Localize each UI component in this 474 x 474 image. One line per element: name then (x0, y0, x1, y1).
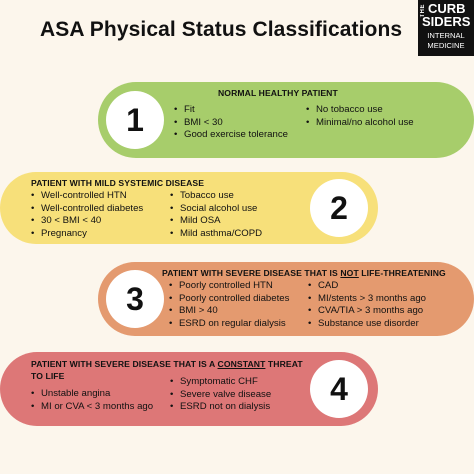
class-1-list-left (174, 104, 288, 142)
list-item: • Well-controlled diabetes (31, 203, 143, 216)
list-item: • Severe valve disease (170, 389, 271, 402)
list-item: • Unstable angina (31, 388, 153, 401)
logo-the: THE (420, 4, 426, 18)
list-item: • 30 < BMI < 40 (31, 215, 143, 228)
list-item: • MI or CVA < 3 months ago (31, 401, 153, 414)
class-3-card (98, 262, 474, 336)
page-title: ASA Physical Status Classifications (40, 18, 403, 41)
class-2-card (0, 172, 378, 244)
list-item: • Minimal/no alcohol use (306, 117, 414, 130)
list-item: • ESRD on regular dialysis (169, 318, 289, 331)
class-4-heading-post: THREAT (265, 359, 303, 369)
list-item: • Pregnancy (31, 228, 143, 241)
logo-siders: SIDERS (422, 14, 471, 29)
list-item: • Substance use disorder (308, 318, 426, 331)
class-1-list-right (306, 104, 414, 129)
class-3-list-left (169, 280, 289, 330)
class-1-number: 1 (106, 91, 164, 149)
class-3-heading (162, 268, 446, 278)
class-1-heading: NORMAL HEALTHY PATIENT (218, 88, 338, 98)
list-item: • Mild OSA (170, 215, 262, 228)
list-item: • Symptomatic CHF (170, 376, 271, 389)
class-4-heading-emphasis: CONSTANT (217, 359, 266, 369)
list-item: • Well-controlled HTN (31, 190, 143, 203)
list-item: • Mild asthma/COPD (170, 228, 262, 241)
class-3-number: 3 (106, 270, 164, 328)
list-item: • BMI > 40 (169, 305, 289, 318)
list-item: • CAD (308, 280, 426, 293)
list-item: • Good exercise tolerance (174, 129, 288, 142)
class-3-list-right (308, 280, 426, 330)
class-1-card (98, 82, 474, 158)
class-4-card (0, 352, 378, 426)
list-item: • CVA/TIA > 3 months ago (308, 305, 426, 318)
class-4-list-right (170, 376, 271, 414)
list-item: • Poorly controlled diabetes (169, 293, 289, 306)
list-item: • BMI < 30 (174, 117, 288, 130)
list-item: • Fit (174, 104, 288, 117)
list-item: • MI/stents > 3 months ago (308, 293, 426, 306)
class-4-heading-line2: TO LIFE (31, 371, 65, 381)
curbsiders-logo (418, 0, 474, 56)
class-3-heading-emphasis: NOT (340, 268, 359, 278)
list-item: • Poorly controlled HTN (169, 280, 289, 293)
class-2-list-right (170, 190, 262, 240)
logo-internal: INTERNAL (427, 31, 465, 40)
class-2-list-left (31, 190, 143, 240)
list-item: • ESRD not on dialysis (170, 401, 271, 414)
class-2-heading: PATIENT WITH MILD SYSTEMIC DISEASE (31, 178, 205, 188)
class-4-number: 4 (310, 360, 368, 418)
class-3-heading-post: LIFE-THREATENING (358, 268, 446, 278)
logo-curb: CURB (428, 1, 466, 16)
logo-medicine: MEDICINE (427, 41, 465, 50)
list-item: • Social alcohol use (170, 203, 262, 216)
class-2-number: 2 (310, 179, 368, 237)
class-4-list-left (31, 388, 153, 413)
class-3-heading-pre: PATIENT WITH SEVERE DISEASE THAT IS (162, 268, 341, 278)
list-item: • No tobacco use (306, 104, 414, 117)
list-item: • Tobacco use (170, 190, 262, 203)
class-4-heading-pre: PATIENT WITH SEVERE DISEASE THAT IS A (31, 359, 218, 369)
